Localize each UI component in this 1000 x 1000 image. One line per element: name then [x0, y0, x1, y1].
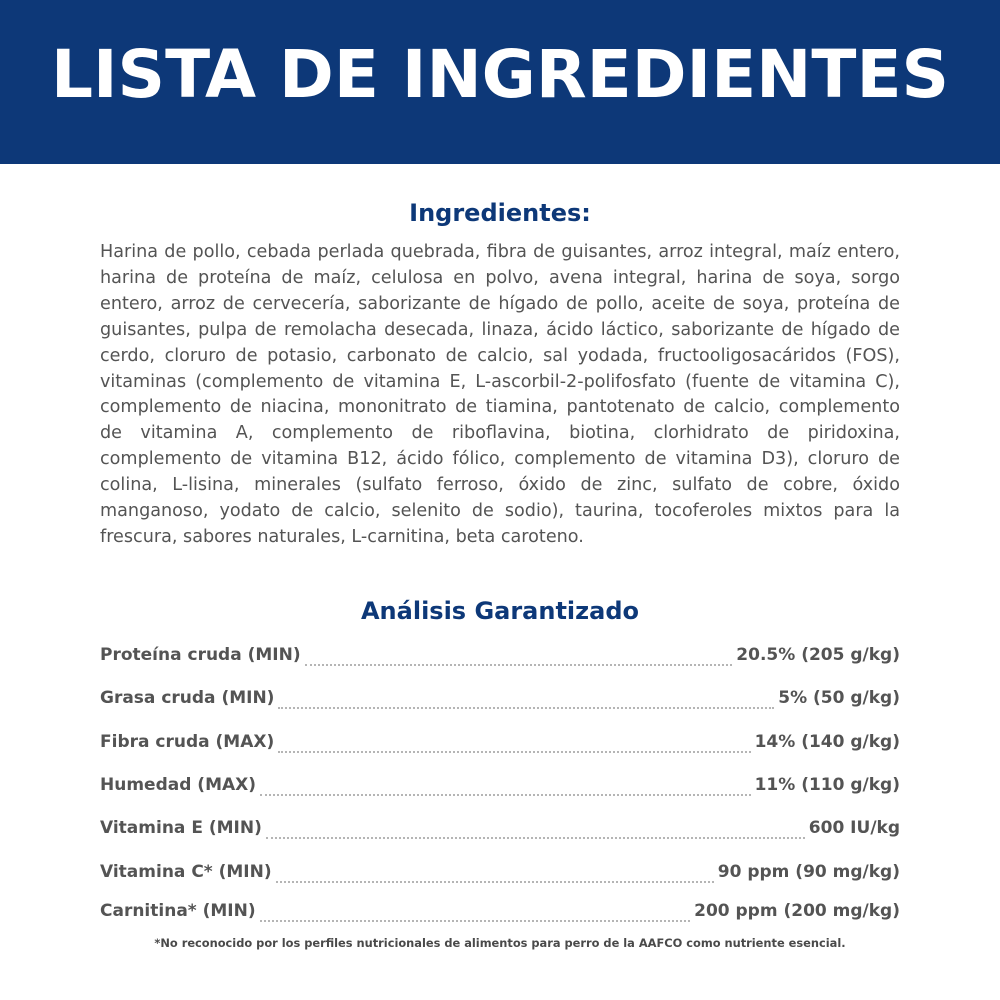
analysis-label: Humedad (MAX)	[100, 775, 257, 795]
analysis-row-protein	[100, 645, 900, 671]
analysis-row-vitamin-e	[100, 818, 900, 844]
analysis-row-moisture	[100, 775, 900, 801]
analysis-label: Grasa cruda (MIN)	[100, 688, 275, 708]
analysis-heading: Análisis Garantizado	[360, 597, 639, 625]
analysis-label: Carnitina* (MIN)	[100, 901, 256, 921]
analysis-row-vitamin-c	[100, 862, 900, 888]
analysis-label: Vitamina C* (MIN)	[100, 862, 272, 882]
analysis-value: 11% (110 g/kg)	[754, 775, 900, 795]
analysis-value: 20.5% (205 g/kg)	[736, 645, 900, 665]
page-title: LISTA DE INGREDIENTES	[50, 36, 950, 113]
analysis-value: 14% (140 g/kg)	[754, 732, 900, 752]
analysis-value: 90 ppm (90 mg/kg)	[717, 862, 900, 882]
analysis-value: 600 IU/kg	[808, 818, 900, 838]
analysis-row-carnitine	[100, 901, 900, 927]
analysis-label: Vitamina E (MIN)	[100, 818, 262, 838]
analysis-label: Proteína cruda (MIN)	[100, 645, 301, 665]
dot-leader	[305, 662, 733, 666]
header-banner	[0, 0, 1000, 164]
ingredients-heading: Ingredientes:	[409, 199, 591, 227]
dot-leader	[266, 835, 805, 839]
dot-leader	[260, 792, 751, 796]
ingredients-text: Harina de pollo, cebada perlada quebrada, fibra de guisantes, arroz integral, maíz entero, harina de proteína de maíz, celulosa en polvo, avena integral, harina de soya, sorgo entero, arroz de cervecería, saborizante de hígado de pollo, aceite de soya, proteína de guisantes, pulpa de remolacha desecada, linaza, ácido láctico, saborizante de hígado de cerdo, cloruro de potasio, carbonato de calcio, sal yodada, fructooligosacáridos (FOS), vitaminas (complemento de vitamina E, L-ascorbil-2-polifosfato (fuente de vitamina C), complemento de niacina, mononitrato de tiamina, pantotenato de calcio, complemento de vitamina A, complemento de riboflavina, biotina, clorhidrato de piridoxina, complemento de vitamina B12, ácido fólico, complemento de vitamina D3), cloruro de colina, L-lisina, minerales (sulfato ferroso, óxido de zinc, sulfato de cobre, óxido manganoso, yodato de calcio, selenito de sodio), taurina, tocoferoles mixtos para la frescura, sabores naturales, L-carnitina, beta caroteno.	[100, 242, 900, 547]
dot-leader	[276, 879, 714, 883]
analysis-value: 5% (50 g/kg)	[778, 688, 900, 708]
dot-leader	[278, 749, 750, 753]
dot-leader	[260, 918, 691, 922]
analysis-row-fiber	[100, 732, 900, 758]
analysis-value: 200 ppm (200 mg/kg)	[694, 901, 900, 921]
analysis-label: Fibra cruda (MAX)	[100, 732, 275, 752]
dot-leader	[278, 705, 774, 709]
aafco-footnote: *No reconocido por los perfiles nutricionales de alimentos para perro de la AAFCO como nutriente esencial.	[154, 936, 846, 950]
analysis-row-fat	[100, 688, 900, 714]
